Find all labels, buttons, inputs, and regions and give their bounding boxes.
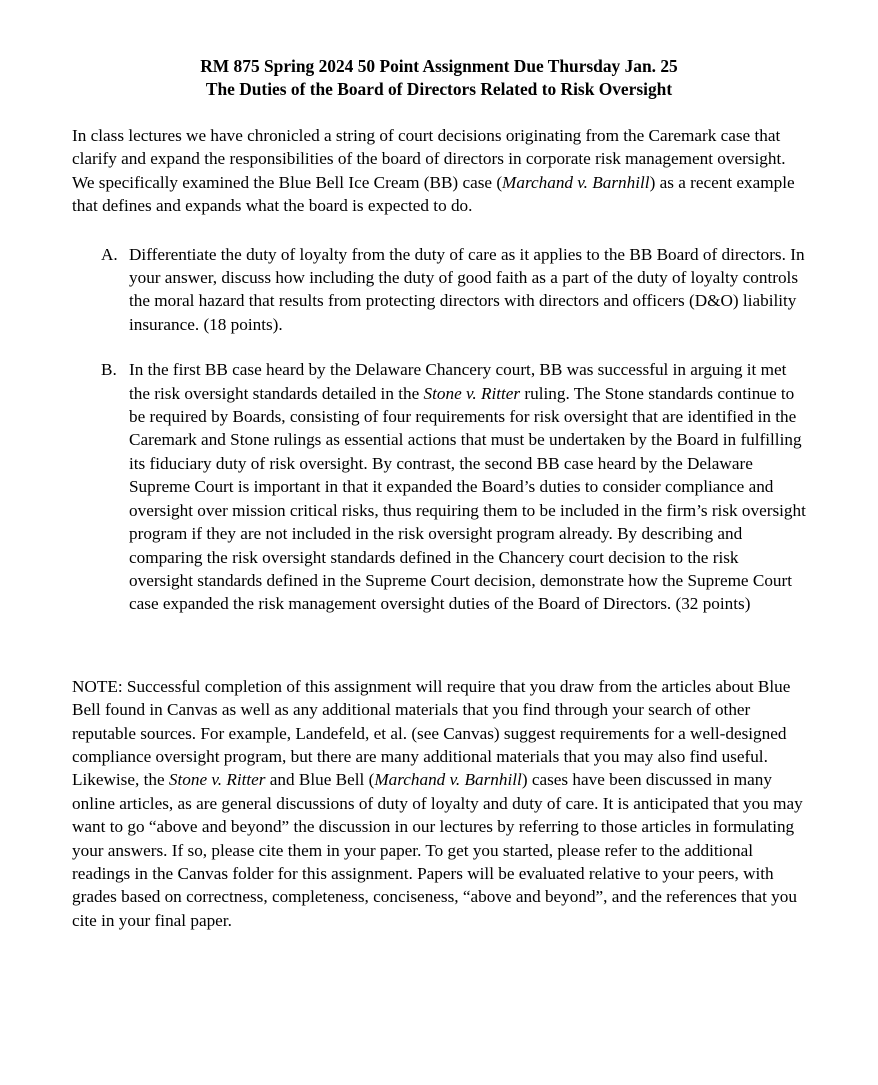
title-line-2: The Duties of the Board of Directors Related to Risk Oversight	[205, 79, 673, 99]
question-text: Differentiate the duty of loyalty from the duty of care as it applies to the BB Board of directors. In your answer, discuss how including the duty of good faith as a part of the duty of loyalty controls the moral hazard that results from protecting directors with directors and officers (D&O) liability insurance. (18 points).	[129, 244, 805, 334]
question-b-text-2: ruling. The Stone standards continue to be required by Boards, consisting of four requirements for risk oversight that are identified in the Caremark and Stone rulings as essential actions that must be undertaken by the Board in fulfilling its fiduciary duty of risk oversight. By contrast, the second BB case heard by the Delaware Supreme Court is important in that it expanded the Board’s duties to consider compliance and oversight over mission critical risks, thus requiring them to be included in the firm’s risk oversight program if they are not included in the risk oversight program already. By describing and comparing the risk oversight standards defined in the Chancery court decision to the risk oversight standards defined in the Supreme Court decision, demonstrate how the Supreme Court case expanded the risk management oversight duties of the Board of Directors. (32 points)	[129, 383, 806, 614]
intro-text-1: In class lectures we have chronicled a string of court decisions originating from the Caremark case that clarify and expand the responsibilities of the board of directors in corporate risk management oversight. We specifically examined the Blue Bell Ice Cream (BB) case (	[72, 126, 786, 192]
question-b-text-1: In the first BB case heard by the Delaware Chancery court, BB was successful in arguing it met the risk oversight standards detailed in the	[129, 360, 787, 403]
note-paragraph	[72, 675, 806, 932]
intro-text-2: ) as a recent example that defines and expands what the board is expected to do.	[72, 172, 795, 216]
question-letter: B.	[101, 360, 117, 380]
title-line-1: RM 875 Spring 2024 50 Point Assignment Due Thursday Jan. 25	[200, 56, 678, 76]
note-text-1: NOTE: Successful completion of this assignment will require that you draw from the articles about Blue Bell found in Canvas as well as any additional materials that you find through your search of other reputable sources. For example, Landefeld, et al. (see Canvas) suggest requirements for a well-designed compliance oversight program, but there are many additional materials that you may also find useful. Likewise, the	[72, 676, 791, 790]
question-text	[129, 358, 806, 615]
note-text-2: and Blue Bell (	[265, 770, 375, 790]
question-item-a	[72, 243, 806, 337]
intro-case-name: Marchand v. Barnhill	[502, 172, 650, 192]
note-case-2: Marchand v. Barnhill	[374, 770, 522, 790]
question-b-case-name: Stone v. Ritter	[423, 383, 521, 403]
note-case-1: Stone v. Ritter	[168, 770, 266, 790]
document-title	[72, 55, 806, 101]
question-letter: A.	[101, 244, 118, 264]
intro-paragraph	[72, 124, 806, 218]
question-list	[72, 243, 806, 616]
question-item-b	[72, 358, 806, 615]
note-text-3: ) cases have been discussed in many online articles, as are general discussions of duty of loyalty and duty of care. It is anticipated that you may want to go “above and beyond” the discussion in our lectures by referring to those articles in formulating your answers. If so, please cite them in your paper. To get you started, please refer to the additional readings in the Canvas folder for this assignment. Papers will be evaluated relative to your peers, with grades based on correctness, completeness, conciseness, “above and beyond”, and the references that you cite in your final paper.	[72, 770, 803, 930]
